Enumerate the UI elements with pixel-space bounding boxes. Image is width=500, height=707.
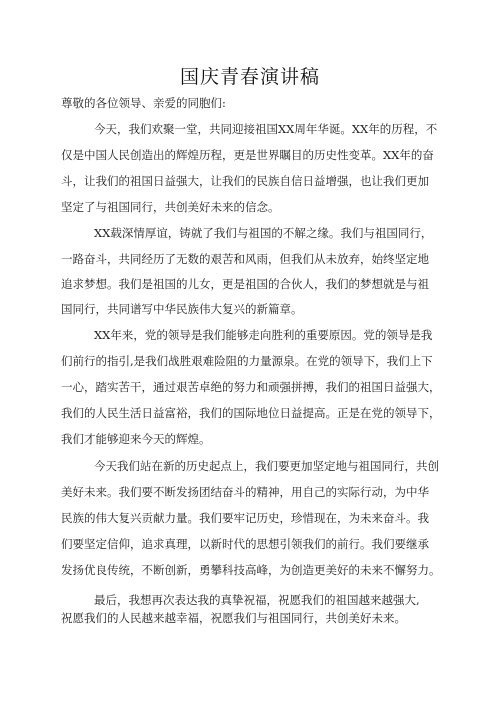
paragraph-line: 今天，我们欢聚一堂，共同迎接祖国XX周年华诞。XX年的历程，不: [94, 122, 438, 136]
paragraph-line: 坚定了与祖国同行，共创美好未来的信念。: [61, 200, 280, 214]
paragraph-line: 祝愿我们的人民越来越幸福，祝愿我们与祖国同行，共创美好未来。: [61, 611, 406, 625]
paragraph-line: 一路奋斗，共同经历了无数的艰苦和风雨，但我们从未放弃，始终坚定地: [61, 252, 429, 266]
paragraph-line: 追求梦想。我们是祖国的儿女，更是祖国的合伙人，我们的梦想就是与祖: [61, 277, 429, 291]
paragraph-line: 发扬优良传统，不断创新，勇攀科技高峰，为创造更美好的未来不懈努力。: [61, 563, 441, 577]
paragraph-line: 我们才能够迎来今天的辉煌。: [61, 432, 211, 446]
paragraph-line: XX载深情厚谊，铸就了我们与祖国的不解之缘。我们与祖国同行，: [94, 226, 433, 240]
document-title: 国庆青春演讲稿: [179, 66, 320, 88]
paragraph-line: XX年来，党的领导是我们能够走向胜利的重要原因。党的领导是我: [94, 328, 433, 342]
paragraph-line: 我们的人民生活日益富裕，我们的国际地位日益提高。正是在党的领导下，: [61, 406, 441, 420]
paragraph-line: 们要坚定信仰，追求真理，以新时代的思想引领我们的前行。我们要继承: [61, 537, 429, 551]
salutation: 尊敬的各位领导、亲爱的同胞们:: [61, 96, 226, 110]
paragraph-line: 们前行的指引,是我们战胜艰难险阻的力量源泉。在党的领导下，我们上下: [61, 354, 433, 368]
paragraph-line: 仅是中国人民创造出的辉煌历程，更是世界瞩目的历史性变革。XX年的奋: [61, 148, 434, 162]
paragraph-line: 国同行，共同谱写中华民族伟大复兴的新篇章。: [61, 302, 303, 316]
paragraph-line: 美好未来。我们要不断发扬团结奋斗的精神，用自己的实际行动，为中华: [61, 485, 429, 499]
paragraph-line: 斗，让我们的祖国日益强大，让我们的民族自信日益增强，也让我们更加: [61, 174, 429, 188]
paragraph-line: 今天我们站在新的历史起点上，我们要更加坚定地与祖国同行，共创: [94, 459, 439, 473]
paragraph-line: 最后，我想再次表达我的真挚祝福，祝愿我们的祖国越来越强大,: [94, 593, 420, 607]
paragraph-line: 一心，踏实苦干，通过艰苦卓绝的努力和顽强拼搏，我们的祖国日益强大，: [61, 380, 441, 394]
paragraph-line: 民族的伟大复兴贡献力量。我们要牢记历史，珍惜现在，为未来奋斗。我: [61, 511, 429, 525]
